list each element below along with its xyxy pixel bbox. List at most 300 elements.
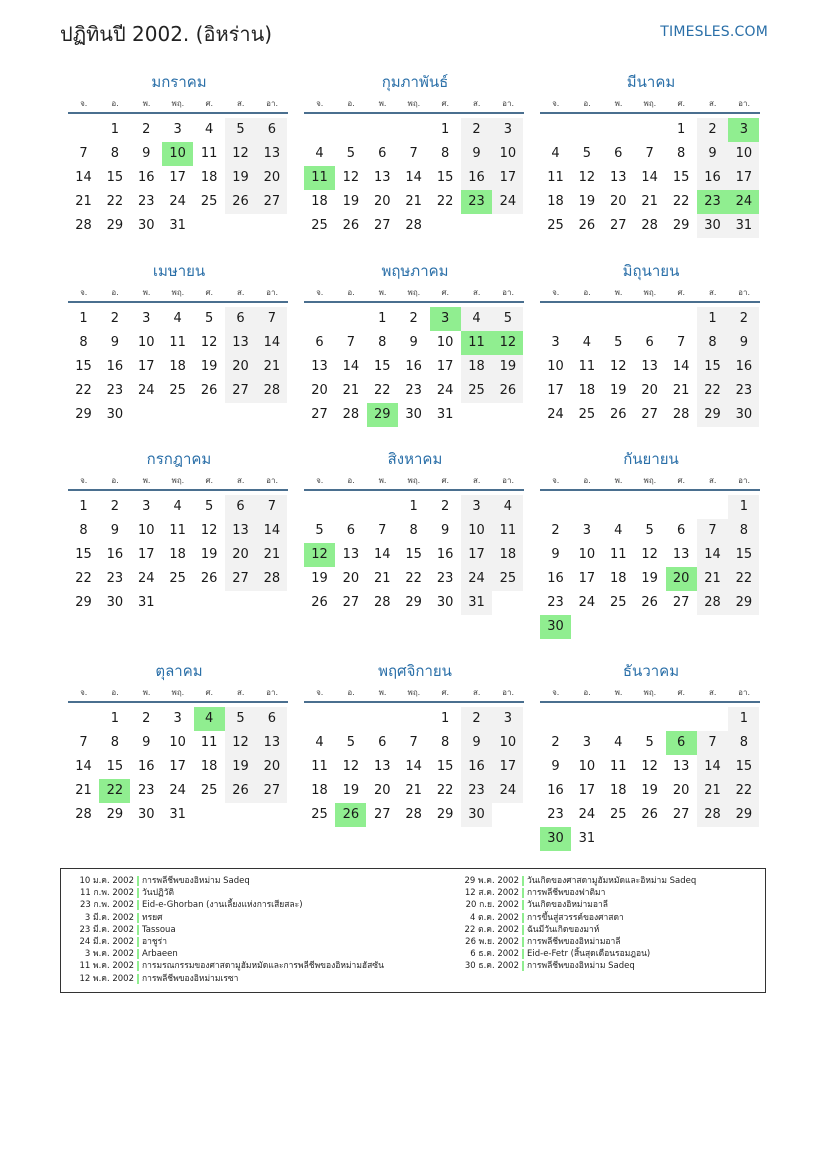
day-cell: 13 [342, 547, 360, 562]
day-cell: 31 [138, 595, 155, 610]
day-cell: 5 [645, 523, 654, 538]
day-cell: 8 [110, 146, 120, 161]
legend-holiday-name: Arbaeen [142, 949, 178, 960]
legend-marker [522, 888, 524, 898]
weekday-header: พฤ. [407, 288, 421, 297]
legend-item [446, 912, 766, 924]
weekday-header: ส. [472, 99, 481, 108]
day-cell: 26 [610, 407, 627, 422]
day-cell: 26 [641, 807, 658, 822]
day-cell: 9 [110, 335, 120, 350]
legend-holiday-name: การขึ้นสู่สวรรค์ของศาสดา [527, 912, 624, 923]
day-cell: 20 [641, 383, 658, 398]
header-rule [540, 112, 760, 114]
day-cell: 28 [75, 807, 92, 822]
weekday-header: พฤ. [643, 288, 657, 297]
day-cell: 10 [138, 335, 155, 350]
day-cell: 18 [578, 383, 596, 398]
day-cell: 30 [138, 807, 155, 822]
day-cell: 21 [641, 194, 658, 209]
legend-marker [522, 937, 524, 947]
day-cell: 6 [378, 146, 387, 161]
day-cell: 15 [436, 170, 454, 185]
day-cell: 20 [311, 383, 328, 398]
day-cell: 12 [225, 142, 256, 166]
day-cell: 16 [697, 166, 728, 190]
day-cell: 25 [492, 567, 523, 591]
day-cell: 7 [378, 523, 387, 538]
weekday-header: อา. [266, 288, 278, 297]
day-cell: 15 [405, 547, 422, 562]
day-cell: 30 [728, 403, 759, 427]
legend-date: 6 ธ.ค. 2002 [470, 949, 519, 960]
day-cell: 16 [728, 355, 759, 379]
day-cell: 2 [551, 523, 560, 538]
day-cell: 27 [641, 407, 658, 422]
weekday-header: พฤ. [407, 476, 421, 485]
month-block [304, 662, 526, 862]
weekday-header: ส. [708, 288, 717, 297]
day-cell: 14 [256, 519, 287, 543]
weekday-header: จ. [552, 99, 560, 108]
holiday-day-cell: 11 [304, 166, 335, 190]
day-cell: 2 [728, 307, 759, 331]
day-cell: 15 [75, 547, 92, 562]
day-cell: 13 [311, 359, 328, 374]
weekday-header-row [540, 688, 762, 700]
day-cell: 2 [461, 707, 492, 731]
day-cell: 21 [342, 383, 360, 398]
day-cell: 12 [200, 335, 218, 350]
site-link[interactable]: TIMESLES.COM [660, 24, 768, 40]
weekday-header: พ. [614, 688, 623, 697]
weekday-header: อ. [111, 688, 119, 697]
day-cell: 21 [697, 567, 728, 591]
day-cell: 20 [672, 783, 690, 798]
legend-marker [137, 974, 139, 984]
legend-marker [522, 925, 524, 935]
day-cell: 14 [374, 547, 391, 562]
legend-date: 22 ต.ค. 2002 [464, 924, 519, 935]
day-cell: 13 [256, 142, 287, 166]
day-cell: 31 [728, 214, 759, 238]
day-cell: 27 [225, 379, 256, 403]
day-cell: 7 [79, 735, 88, 750]
day-cell: 18 [610, 783, 627, 798]
day-cell: 18 [610, 571, 627, 586]
day-cell: 11 [610, 759, 627, 774]
weekday-header: อ. [347, 288, 355, 297]
legend-date: 26 พ.ย. 2002 [465, 936, 519, 947]
day-cell: 9 [728, 331, 759, 355]
day-cell: 30 [461, 803, 492, 827]
day-cell: 10 [138, 523, 155, 538]
month-block [68, 662, 290, 862]
legend-holiday-name: การพลีชีพของอิหม่ามเรซา [142, 973, 239, 984]
legend-holiday-name: วันปฏิวัติ [142, 888, 174, 899]
day-cell: 15 [728, 755, 759, 779]
holiday-day-cell: 24 [728, 190, 759, 214]
legend-item [61, 899, 391, 911]
day-cell: 16 [547, 783, 564, 798]
day-cell: 4 [461, 307, 492, 331]
day-cell: 30 [405, 407, 422, 422]
day-cell: 4 [204, 122, 214, 137]
weekday-header: พ. [142, 288, 151, 297]
weekday-header: จ. [552, 476, 560, 485]
day-cell: 3 [582, 523, 592, 538]
legend-date: 3 พ.ค. 2002 [84, 949, 134, 960]
day-cell: 13 [225, 519, 256, 543]
page-title: ปฏิทินปี 2002. (อิหร่าน) [60, 22, 273, 46]
weekday-header: อา. [738, 99, 750, 108]
day-cell: 23 [547, 807, 564, 822]
day-cell: 27 [342, 595, 360, 610]
day-cell: 26 [225, 779, 256, 803]
month-name: มีนาคม [626, 73, 676, 91]
weekday-header: พฤ. [407, 688, 421, 697]
month-name: กุมภาพันธ์ [381, 73, 449, 91]
weekday-header: อ. [583, 476, 591, 485]
day-cell: 18 [311, 783, 328, 798]
day-cell: 26 [311, 595, 328, 610]
day-cell: 16 [461, 755, 492, 779]
weekday-header: ส. [708, 688, 717, 697]
day-cell: 6 [225, 495, 256, 519]
weekday-header: อ. [583, 99, 591, 108]
holiday-day-cell: 10 [162, 142, 193, 166]
day-cell: 15 [106, 759, 124, 774]
day-cell: 5 [225, 118, 256, 142]
day-cell: 8 [676, 146, 686, 161]
header-rule [540, 701, 760, 703]
weekday-header: อ. [111, 99, 119, 108]
day-cell: 21 [374, 571, 391, 586]
day-cell: 5 [204, 311, 214, 326]
day-cell: 3 [461, 495, 492, 519]
day-cell: 27 [672, 807, 690, 822]
day-cell: 1 [440, 122, 450, 137]
day-cell: 14 [342, 359, 360, 374]
day-cell: 23 [436, 571, 454, 586]
day-cell: 14 [697, 543, 728, 567]
weekday-header-row [68, 99, 290, 111]
legend-item [446, 948, 766, 960]
weekday-header: จ. [80, 99, 88, 108]
day-cell: 12 [610, 359, 627, 374]
day-cell: 28 [405, 807, 422, 822]
day-cell: 1 [378, 311, 387, 326]
day-cell: 14 [405, 170, 422, 185]
weekday-header: จ. [552, 688, 560, 697]
day-cell: 22 [436, 194, 454, 209]
day-cell: 9 [110, 523, 120, 538]
legend-item [61, 875, 391, 887]
day-cell: 27 [256, 779, 287, 803]
day-cell: 21 [697, 779, 728, 803]
day-cell: 2 [142, 711, 151, 726]
day-cell: 31 [578, 831, 596, 846]
day-cell: 9 [697, 142, 728, 166]
day-cell: 4 [582, 335, 592, 350]
legend-item [61, 936, 391, 948]
day-cell: 28 [256, 379, 287, 403]
day-cell: 30 [106, 407, 124, 422]
legend-item [446, 924, 766, 936]
holiday-day-cell: 11 [461, 331, 492, 355]
legend-holiday-name: การพลีชีพของฟาติมา [527, 888, 606, 899]
day-cell: 18 [200, 759, 218, 774]
day-cell: 22 [697, 379, 728, 403]
day-cell: 13 [672, 759, 690, 774]
day-cell: 10 [728, 142, 759, 166]
day-cell: 3 [173, 711, 182, 726]
day-cell: 13 [256, 731, 287, 755]
weekday-header: ศ. [205, 288, 214, 297]
day-cell: 25 [311, 218, 328, 233]
day-cell: 20 [342, 571, 360, 586]
day-cell: 3 [492, 707, 523, 731]
legend-date: 23 ก.พ. 2002 [79, 900, 134, 911]
weekday-header: อ. [111, 288, 119, 297]
legend-column-left [61, 875, 391, 985]
weekday-header: พ. [142, 688, 151, 697]
day-cell: 12 [342, 759, 360, 774]
day-cell: 23 [106, 383, 124, 398]
day-cell: 11 [200, 735, 218, 750]
day-cell: 17 [728, 166, 759, 190]
day-cell: 24 [547, 407, 564, 422]
day-cell: 3 [492, 118, 523, 142]
legend-marker [137, 937, 139, 947]
day-cell: 16 [436, 547, 454, 562]
legend-date: 11 พ.ค. 2002 [79, 961, 134, 972]
day-cell: 23 [405, 383, 422, 398]
day-cell: 23 [106, 571, 124, 586]
day-cell: 7 [346, 335, 356, 350]
day-cell: 19 [641, 571, 658, 586]
legend-date: 24 มี.ค. 2002 [79, 936, 134, 947]
weekday-header: พ. [614, 476, 623, 485]
weekday-header: พฤ. [643, 99, 657, 108]
day-cell: 21 [256, 543, 287, 567]
day-cell: 5 [645, 735, 654, 750]
legend-item [446, 875, 766, 887]
day-cell: 20 [374, 194, 391, 209]
legend-marker [522, 876, 524, 886]
day-cell: 5 [582, 146, 592, 161]
weekday-header: อา. [502, 476, 514, 485]
weekday-header: พ. [378, 688, 387, 697]
weekday-header: จ. [316, 688, 324, 697]
day-cell: 28 [697, 803, 728, 827]
weekday-header: จ. [80, 288, 88, 297]
weekday-header: พฤ. [643, 476, 657, 485]
day-cell: 18 [169, 359, 186, 374]
day-cell: 15 [728, 543, 759, 567]
weekday-header: ศ. [441, 476, 450, 485]
day-cell: 9 [461, 731, 492, 755]
day-cell: 9 [440, 523, 450, 538]
weekday-header: ศ. [205, 99, 214, 108]
day-cell: 9 [551, 547, 560, 562]
weekday-header: พ. [142, 99, 151, 108]
month-name: เมษายน [152, 262, 206, 280]
weekday-header: อา. [738, 288, 750, 297]
day-cell: 9 [142, 146, 151, 161]
weekday-header: อ. [111, 476, 119, 485]
day-cell: 14 [672, 359, 690, 374]
day-cell: 5 [492, 307, 523, 331]
day-cell: 8 [440, 146, 450, 161]
day-cell: 27 [672, 595, 690, 610]
legend-item [446, 899, 766, 911]
day-cell: 13 [641, 359, 658, 374]
weekday-header: อ. [347, 476, 355, 485]
weekday-header: ศ. [205, 688, 214, 697]
weekday-header: พ. [378, 288, 387, 297]
legend-holiday-name: อาชูร่า [142, 936, 167, 947]
day-cell: 15 [106, 170, 124, 185]
day-cell: 6 [378, 735, 387, 750]
day-cell: 5 [315, 523, 324, 538]
day-cell: 19 [342, 194, 360, 209]
day-cell: 7 [79, 146, 88, 161]
day-cell: 24 [461, 567, 492, 591]
legend-holiday-name: การพลีชีพของอิหม่าม Sadeq [527, 961, 635, 972]
day-cell: 7 [409, 735, 418, 750]
day-cell: 28 [374, 595, 391, 610]
legend-holiday-name: ทรยศ [142, 912, 163, 923]
weekday-header: อา. [502, 688, 514, 697]
weekday-header: ศ. [441, 288, 450, 297]
day-cell: 4 [173, 311, 182, 326]
day-cell: 9 [461, 142, 492, 166]
day-cell: 29 [728, 591, 759, 615]
legend-column-right [446, 875, 766, 973]
weekday-header: พ. [614, 288, 623, 297]
weekday-header: จ. [80, 476, 88, 485]
day-cell: 10 [547, 359, 564, 374]
legend-holiday-name: ฉันมีวันเกิดของมาห์ [527, 924, 600, 935]
weekday-header: ส. [472, 288, 481, 297]
day-cell: 20 [256, 755, 287, 779]
month-block [540, 73, 762, 273]
weekday-header-row [68, 688, 290, 700]
day-cell: 14 [405, 759, 422, 774]
weekday-header: จ. [552, 288, 560, 297]
header-rule [540, 489, 760, 491]
weekday-header-row [68, 476, 290, 488]
legend-date: 30 ธ.ค. 2002 [464, 961, 519, 972]
day-cell: 1 [409, 499, 418, 514]
day-cell: 23 [138, 783, 155, 798]
legend-marker [522, 961, 524, 971]
month-block [540, 662, 762, 862]
weekday-header-row [540, 99, 762, 111]
holiday-day-cell: 30 [540, 615, 571, 639]
weekday-header: อา. [738, 688, 750, 697]
weekday-header: พ. [378, 99, 387, 108]
legend-holiday-name: วันเกิดของอิหม่ามอาลี [527, 900, 608, 911]
legend-holiday-name: Eid-e-Ghorban (งานเลี้ยงแห่งการเสียสละ) [142, 900, 303, 911]
day-cell: 4 [315, 146, 324, 161]
day-cell: 23 [728, 379, 759, 403]
day-cell: 29 [75, 407, 92, 422]
day-cell: 21 [405, 194, 422, 209]
header-rule [304, 701, 524, 703]
weekday-header: อา. [266, 688, 278, 697]
weekday-header: ส. [708, 99, 717, 108]
day-cell: 1 [440, 711, 450, 726]
day-cell: 2 [110, 499, 120, 514]
day-cell: 28 [641, 218, 658, 233]
day-cell: 14 [75, 759, 92, 774]
weekday-header: ศ. [441, 688, 450, 697]
day-cell: 16 [405, 359, 422, 374]
day-cell: 27 [225, 567, 256, 591]
day-cell: 8 [79, 335, 88, 350]
day-cell: 21 [75, 783, 92, 798]
legend-item [61, 924, 391, 936]
legend-date: 12 พ.ค. 2002 [79, 973, 134, 984]
day-cell: 30 [106, 595, 124, 610]
weekday-header: จ. [80, 688, 88, 697]
day-cell: 22 [728, 567, 759, 591]
day-cell: 6 [645, 335, 654, 350]
day-cell: 27 [374, 218, 391, 233]
day-cell: 25 [200, 194, 218, 209]
day-cell: 5 [614, 335, 623, 350]
legend-marker [137, 900, 139, 910]
month-name: กรกฎาคม [146, 450, 212, 468]
weekday-header: ศ. [677, 99, 686, 108]
day-cell: 21 [672, 383, 690, 398]
month-block [304, 73, 526, 273]
day-cell: 1 [728, 707, 759, 731]
legend-holiday-name: วันเกิดของศาสดามูฮัมหมัดและอิหม่าม Sadeq [527, 876, 697, 886]
day-cell: 12 [578, 170, 596, 185]
legend-marker [137, 949, 139, 959]
header-rule [68, 301, 288, 303]
day-cell: 16 [106, 359, 124, 374]
day-cell: 8 [728, 519, 759, 543]
day-cell: 13 [610, 170, 627, 185]
day-cell: 8 [378, 335, 387, 350]
day-cell: 10 [169, 735, 186, 750]
legend-date: 12 ส.ค. 2002 [464, 888, 519, 899]
day-cell: 27 [256, 190, 287, 214]
day-cell: 22 [374, 383, 391, 398]
day-cell: 26 [578, 218, 596, 233]
weekday-header: อา. [266, 99, 278, 108]
legend-item [61, 887, 391, 899]
day-cell: 22 [672, 194, 690, 209]
weekday-header: ศ. [677, 476, 686, 485]
day-cell: 2 [409, 311, 418, 326]
weekday-header: อ. [583, 288, 591, 297]
day-cell: 25 [169, 383, 186, 398]
day-cell: 18 [547, 194, 564, 209]
day-cell: 2 [440, 499, 450, 514]
weekday-header: พ. [142, 476, 151, 485]
day-cell: 16 [547, 571, 564, 586]
day-cell: 4 [614, 735, 623, 750]
weekday-header: ส. [236, 99, 245, 108]
weekday-header: พฤ. [407, 99, 421, 108]
holiday-day-cell: 26 [335, 803, 366, 827]
day-cell: 28 [697, 591, 728, 615]
